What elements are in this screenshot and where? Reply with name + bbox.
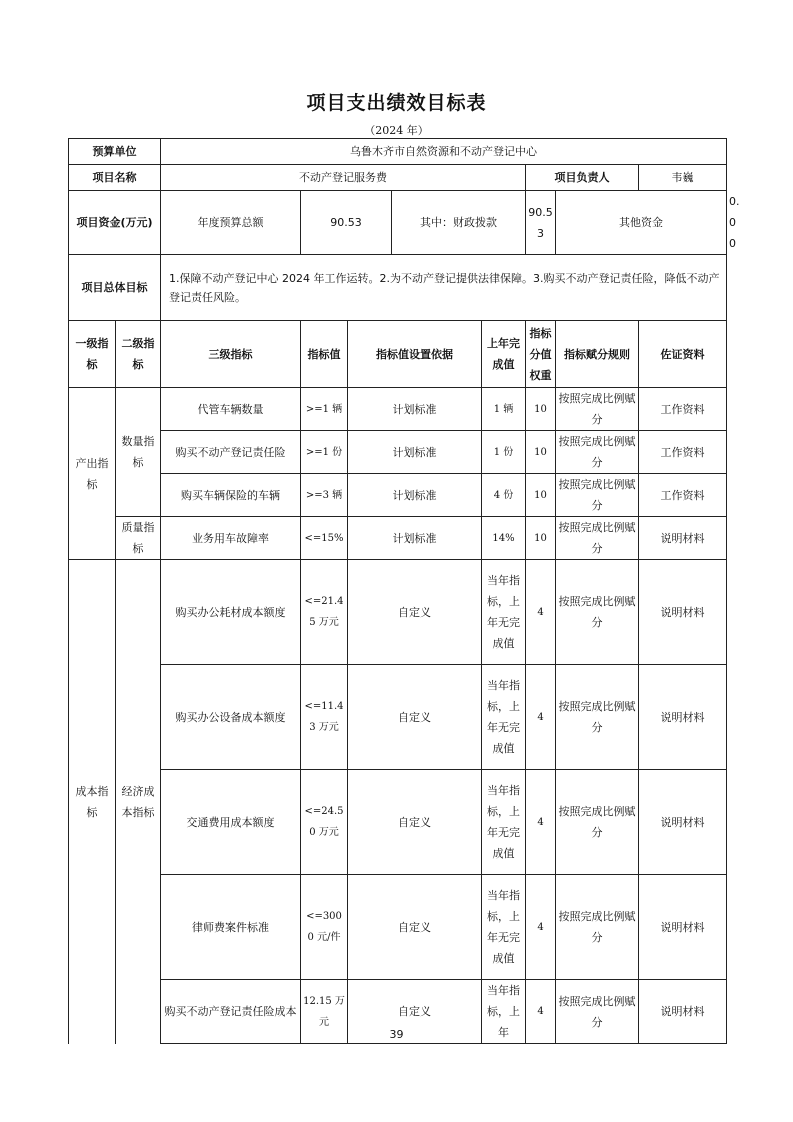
indicator-basis: 自定义 <box>348 980 482 1044</box>
indicator-prev: 14% <box>482 517 526 560</box>
indicator-evidence: 说明材料 <box>639 875 727 980</box>
col-header: 指标值 <box>301 321 348 388</box>
indicator-name: 购买车辆保险的车辆 <box>161 474 301 517</box>
indicator-weight: 10 <box>526 431 556 474</box>
fiscal-label: 其中：财政拨款 <box>392 191 526 255</box>
unit-label: 预算单位 <box>69 139 161 165</box>
goal-row <box>69 255 727 321</box>
indicator-value: <=24.50 万元 <box>301 770 348 875</box>
indicator-weight: 4 <box>526 875 556 980</box>
unit-value: 乌鲁木齐市自然资源和不动产登记中心 <box>161 139 727 165</box>
indicator-prev: 1 辆 <box>482 388 526 431</box>
indicator-prev: 当年指标，上年无完成值 <box>482 665 526 770</box>
unit-row <box>69 139 727 165</box>
indicator-weight: 4 <box>526 980 556 1044</box>
indicator-value: <=11.43 万元 <box>301 665 348 770</box>
indicator-prev: 当年指标，上年无完成值 <box>482 560 526 665</box>
indicator-value: >=1 辆 <box>301 388 348 431</box>
indicator-evidence: 工作资料 <box>639 388 727 431</box>
indicator-value: >=1 份 <box>301 431 348 474</box>
indicator-evidence: 说明材料 <box>639 980 727 1044</box>
indicator-basis: 自定义 <box>348 665 482 770</box>
indicator-basis: 自定义 <box>348 875 482 980</box>
indicator-evidence: 工作资料 <box>639 474 727 517</box>
indicator-basis: 计划标准 <box>348 517 482 560</box>
indicator-rule: 按照完成比例赋分 <box>556 560 639 665</box>
year-label: （2024 年） <box>364 124 429 137</box>
table-row <box>69 517 727 560</box>
indicator-prev: 当年指标，上年无完成值 <box>482 875 526 980</box>
col-header: 二级指标 <box>116 321 161 388</box>
table-row <box>69 770 727 875</box>
table-row <box>69 875 727 980</box>
group-economic: 经济成本指标 <box>116 560 161 1044</box>
indicator-evidence: 说明材料 <box>639 665 727 770</box>
indicator-value: <=21.45 万元 <box>301 560 348 665</box>
indicator-value: <=3000 元/件 <box>301 875 348 980</box>
annual-value: 90.53 <box>301 191 392 255</box>
col-header: 三级指标 <box>161 321 301 388</box>
other-label: 其他资金 <box>556 191 727 255</box>
page-title: 项目支出绩效目标表 <box>306 92 487 114</box>
project-value: 不动产登记服务费 <box>161 165 526 191</box>
owner-value: 韦巍 <box>639 165 727 191</box>
table-row <box>69 474 727 517</box>
indicator-value: >=3 辆 <box>301 474 348 517</box>
col-header: 指标赋分规则 <box>556 321 639 388</box>
indicator-basis: 计划标准 <box>348 388 482 431</box>
indicator-weight: 4 <box>526 770 556 875</box>
fiscal-value: 90.53 <box>526 191 556 255</box>
indicator-weight: 10 <box>526 517 556 560</box>
indicator-value: <=15% <box>301 517 348 560</box>
goal-label: 项目总体目标 <box>69 255 161 321</box>
indicator-rule: 按照完成比例赋分 <box>556 770 639 875</box>
indicator-weight: 10 <box>526 388 556 431</box>
indicator-name: 交通费用成本额度 <box>161 770 301 875</box>
indicator-value: 12.15 万元 <box>301 980 348 1044</box>
group-quantity: 数量指标 <box>116 388 161 517</box>
col-header: 一级指标 <box>69 321 116 388</box>
indicator-basis: 计划标准 <box>348 431 482 474</box>
indicator-rule: 按照完成比例赋分 <box>556 388 639 431</box>
project-label: 项目名称 <box>69 165 161 191</box>
indicator-rule: 按照完成比例赋分 <box>556 431 639 474</box>
project-row <box>69 165 727 191</box>
funds-row: 项目资金(万元) 年度预算总额 90.53 其中：财政拨款 90.53 其他资金 0.00 <box>69 191 727 255</box>
indicator-rule: 按照完成比例赋分 <box>556 517 639 560</box>
indicator-basis: 自定义 <box>348 770 482 875</box>
indicator-rule: 按照完成比例赋分 <box>556 980 639 1044</box>
indicator-rule: 按照完成比例赋分 <box>556 665 639 770</box>
page-number: 39 <box>389 1028 404 1041</box>
col-header: 佐证资料 <box>639 321 727 388</box>
indicator-prev: 1 份 <box>482 431 526 474</box>
indicator-name: 代管车辆数量 <box>161 388 301 431</box>
indicator-evidence: 工作资料 <box>639 431 727 474</box>
indicator-evidence: 说明材料 <box>639 560 727 665</box>
annual-label: 年度预算总额 <box>161 191 301 255</box>
funds-label: 项目资金(万元) <box>69 191 161 255</box>
column-header-row <box>69 321 727 388</box>
indicator-rule: 按照完成比例赋分 <box>556 875 639 980</box>
indicator-name: 购买办公耗材成本额度 <box>161 560 301 665</box>
group-quality: 质量指标 <box>116 517 161 560</box>
indicator-weight: 4 <box>526 560 556 665</box>
indicator-weight: 4 <box>526 665 556 770</box>
indicator-name: 购买办公设备成本额度 <box>161 665 301 770</box>
indicator-weight: 10 <box>526 474 556 517</box>
table-row <box>69 431 727 474</box>
indicator-name: 律师费案件标准 <box>161 875 301 980</box>
indicator-prev: 4 份 <box>482 474 526 517</box>
indicator-basis: 计划标准 <box>348 474 482 517</box>
col-header: 上年完成值 <box>482 321 526 388</box>
indicator-basis: 自定义 <box>348 560 482 665</box>
col-header: 指标分值权重 <box>526 321 556 388</box>
owner-label: 项目负责人 <box>526 165 639 191</box>
indicator-prev: 当年指标，上年 <box>482 980 526 1044</box>
indicator-name: 业务用车故障率 <box>161 517 301 560</box>
col-header: 指标值设置依据 <box>348 321 482 388</box>
indicator-name: 购买不动产登记责任险 <box>161 431 301 474</box>
table-row <box>69 560 727 665</box>
group-output: 产出指标 <box>69 388 116 560</box>
group-cost: 成本指标 <box>69 560 116 1044</box>
indicator-evidence: 说明材料 <box>639 770 727 875</box>
performance-table <box>68 138 740 1044</box>
table-row <box>69 665 727 770</box>
indicator-name: 购买不动产登记责任险成本 <box>161 980 301 1044</box>
goal-value: 1.保障不动产登记中心 2024 年工作运转。2.为不动产登记提供法律保障。3.购买不动产登记责任险，降低不动产登记责任风险。 <box>161 255 727 321</box>
table-row <box>69 388 727 431</box>
indicator-prev: 当年指标，上年无完成值 <box>482 770 526 875</box>
indicator-evidence: 说明材料 <box>639 517 727 560</box>
indicator-rule: 按照完成比例赋分 <box>556 474 639 517</box>
